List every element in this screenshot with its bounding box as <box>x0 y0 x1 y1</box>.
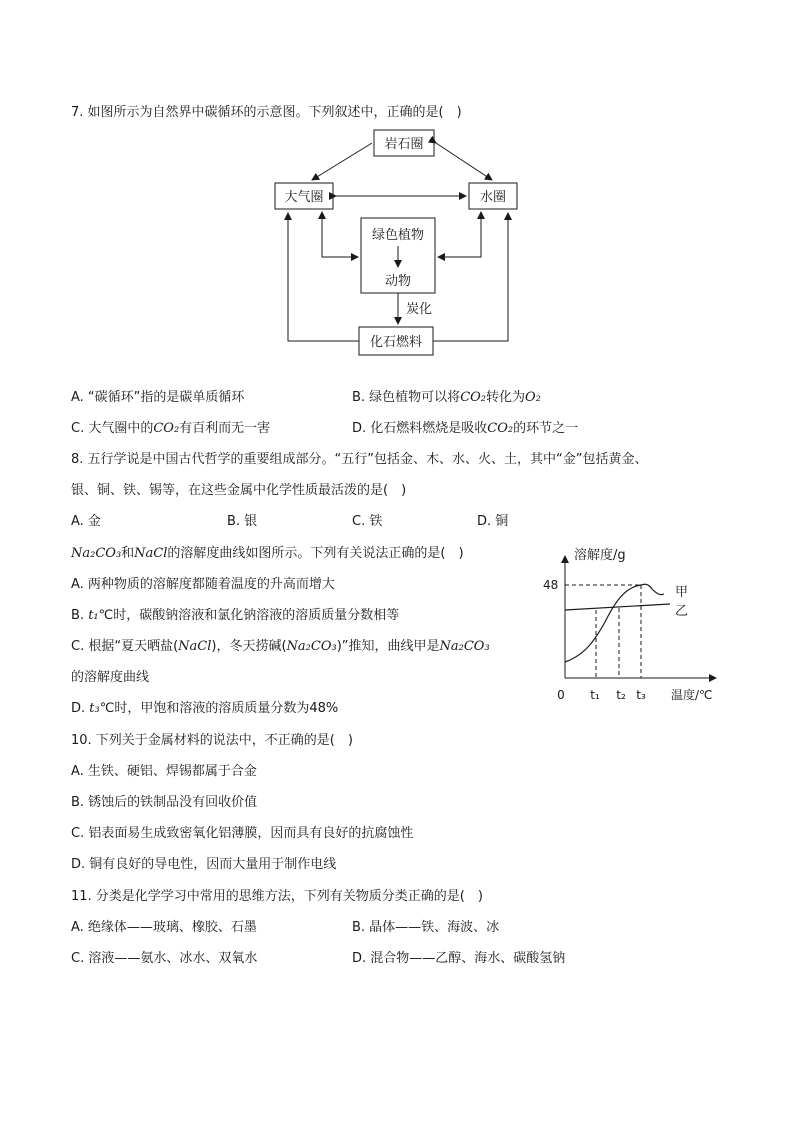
node-fossil-label: 化石燃料 <box>369 335 423 350</box>
q8-stem-line1: 8. 五行学说是中国古代哲学的重要组成部分。“五行”包括金、木、水、火、土，其中“金”包括黄金、 <box>71 452 648 467</box>
graph-x-tick-t1: t₁ <box>590 688 600 702</box>
q10-option-a: A. 生铁、硬铝、焊锡都属于合金 <box>71 764 257 779</box>
node-hydrosphere-label: 水圈 <box>479 190 507 205</box>
graph-ylabel: 溶解度/g <box>574 548 626 563</box>
q11-option-b: B. 晶体——铁、海波、冰 <box>352 920 500 935</box>
graph-origin: 0 <box>557 688 565 702</box>
label-jia: 甲 <box>675 585 689 600</box>
q9-option-d: D. t₃℃时，甲饱和溶液的溶质质量分数为48% <box>71 701 339 716</box>
q9-option-c: C. 根据“夏天晒盐(NaCl)，冬天捞碱(Na₂CO₃)”推知，曲线甲是Na₂CO₃ <box>71 639 490 654</box>
carbon-cycle-diagram <box>260 125 560 365</box>
q10-option-d: D. 铜有良好的导电性，因而大量用于制作电线 <box>71 857 337 872</box>
q9-option-a: A. 两种物质的溶解度都随着温度的升高而增大 <box>71 577 335 592</box>
node-rock-label: 岩石圈 <box>384 137 424 152</box>
q10-stem: 10. 下列关于金属材料的说法中，不正确的是( ) <box>71 733 353 748</box>
q7-option-b: B. 绿色植物可以将CO₂转化为O₂ <box>352 390 541 405</box>
curve-yi <box>565 604 670 610</box>
q7-option-d: D. 化石燃料燃烧是吸收CO₂的环节之一 <box>352 421 579 436</box>
node-atmosphere-label: 大气圈 <box>284 190 324 205</box>
carbonize-label: 炭化 <box>406 302 433 317</box>
graph-x-tick-t3: t₃ <box>636 688 646 702</box>
graph-y-tick-48: 48 <box>543 578 559 592</box>
graph-xlabel: 温度/℃ <box>671 688 713 702</box>
q7-option-c: C. 大气圈中的CO₂有百利而无一害 <box>71 421 271 436</box>
q11-stem: 11. 分类是化学学习中常用的思维方法，下列有关物质分类正确的是( ) <box>71 889 483 904</box>
q11-option-a: A. 绝缘体——玻璃、橡胶、石墨 <box>71 920 257 935</box>
q8-option-a: A. 金 <box>71 514 101 529</box>
q7-stem: 7. 如图所示为自然界中碳循环的示意图。下列叙述中，正确的是( ) <box>71 105 462 120</box>
q9-option-c-line2: 的溶解度曲线 <box>71 670 150 685</box>
q8-option-b: B. 银 <box>227 514 258 529</box>
curve-jia <box>565 584 664 662</box>
q8-option-d: D. 铜 <box>477 514 509 529</box>
q10-option-c: C. 铝表面易生成致密氧化铝薄膜，因而具有良好的抗腐蚀性 <box>71 826 414 841</box>
label-yi: 乙 <box>675 604 689 619</box>
q11-option-c: C. 溶液——氨水、冰水、双氧水 <box>71 951 258 966</box>
q9-stem: Na₂CO₃和NaCl的溶解度曲线如图所示。下列有关说法正确的是( ) <box>71 546 464 561</box>
q10-option-b: B. 锈蚀后的铁制品没有回收价值 <box>71 795 258 810</box>
q8-option-c: C. 铁 <box>352 514 383 529</box>
solubility-graph <box>540 540 720 710</box>
node-animals-label: 动物 <box>384 274 412 289</box>
graph-x-tick-t2: t₂ <box>616 688 626 702</box>
q9-option-b: B. t₁℃时，碳酸钠溶液和氯化钠溶液的溶质质量分数相等 <box>71 608 400 623</box>
q11-option-d: D. 混合物——乙醇、海水、碳酸氢钠 <box>352 951 566 966</box>
q8-stem-line2: 银、铜、铁、锡等，在这些金属中化学性质最活泼的是( ) <box>71 483 407 498</box>
q7-option-a: A. “碳循环”指的是碳单质循环 <box>71 390 245 405</box>
node-plants-label: 绿色植物 <box>371 228 425 243</box>
